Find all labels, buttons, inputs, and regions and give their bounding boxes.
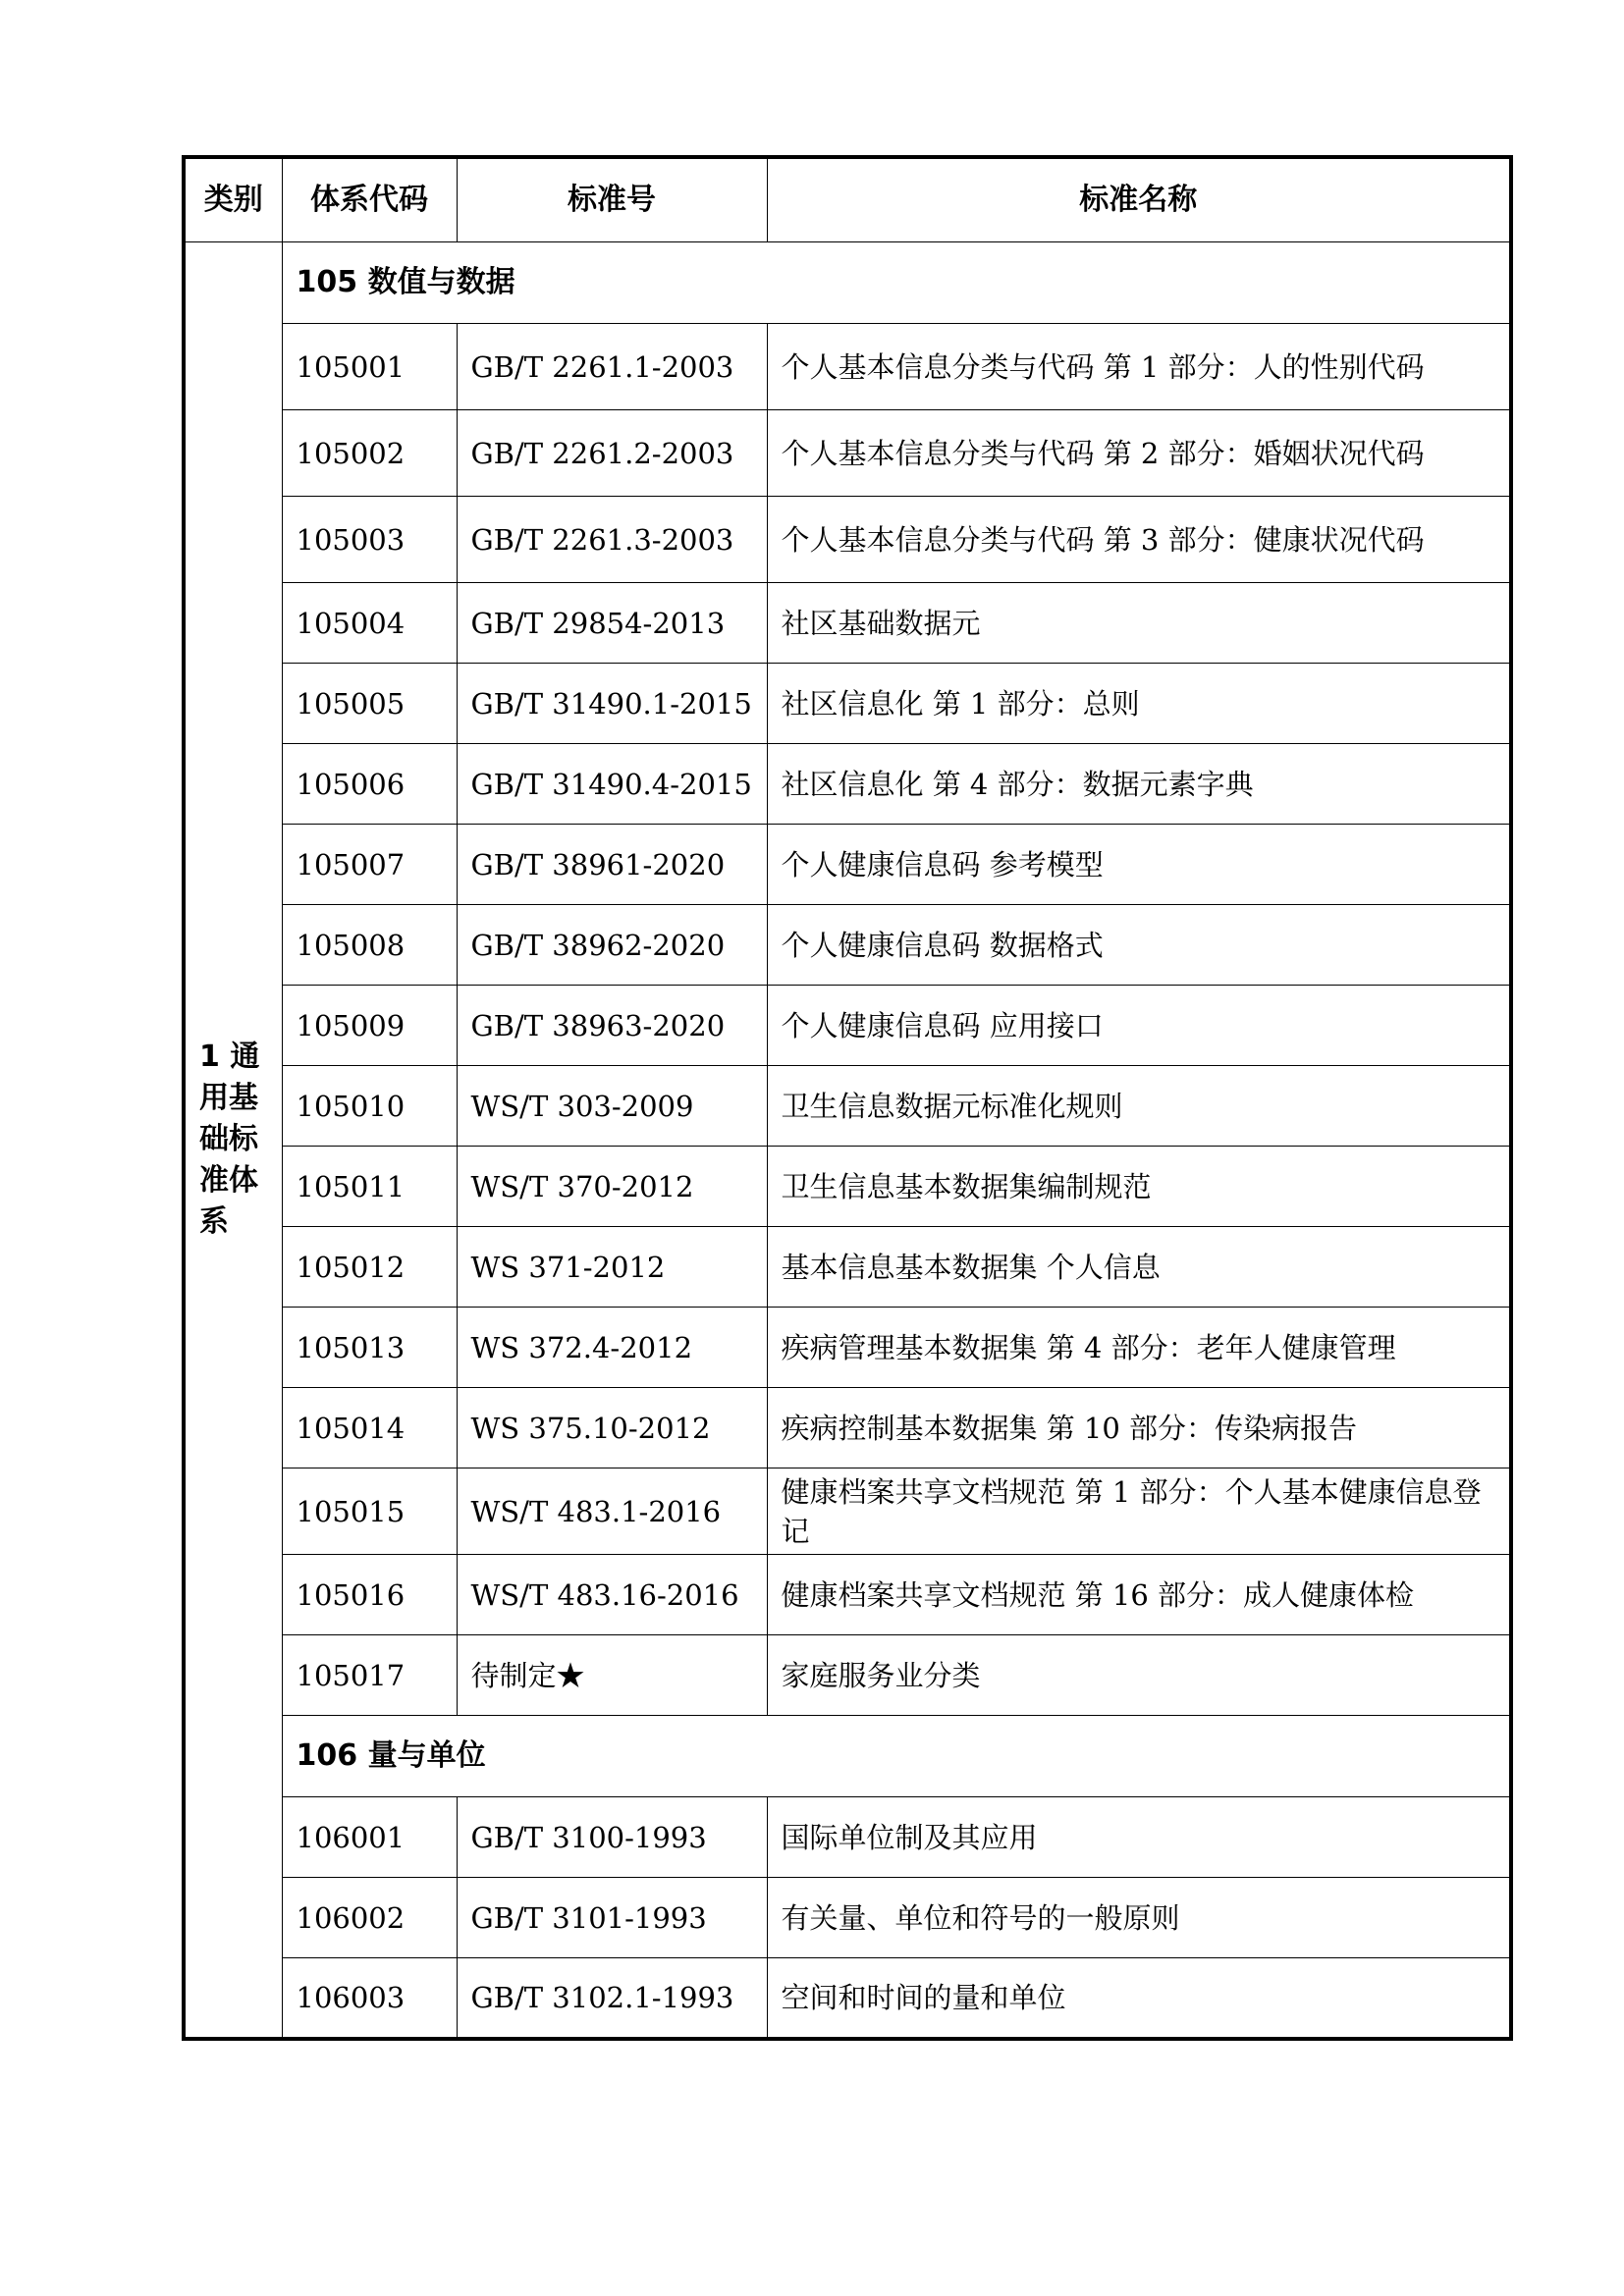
system-code: 105004 [282,583,457,664]
standard-number: GB/T 3100-1993 [457,1797,767,1878]
system-code: 105005 [282,664,457,744]
standard-number: GB/T 2261.2-2003 [457,410,767,497]
table-row [184,324,1511,410]
system-code: 105002 [282,410,457,497]
standard-name: 基本信息基本数据集 个人信息 [767,1227,1511,1308]
standard-number: WS/T 303-2009 [457,1066,767,1147]
system-code: 105017 [282,1635,457,1716]
system-code: 105015 [282,1468,457,1555]
system-code: 106002 [282,1878,457,1958]
standard-name: 健康档案共享文档规范 第 1 部分：个人基本健康信息登记 [767,1468,1511,1555]
standard-name: 个人健康信息码 应用接口 [767,986,1511,1066]
standard-number: GB/T 3101-1993 [457,1878,767,1958]
standards-table [182,155,1513,2041]
system-code: 105010 [282,1066,457,1147]
standard-name: 空间和时间的量和单位 [767,1958,1511,2039]
standard-name: 卫生信息基本数据集编制规范 [767,1147,1511,1227]
standard-name: 个人健康信息码 参考模型 [767,825,1511,905]
header-row [184,157,1511,242]
system-code: 105014 [282,1388,457,1468]
system-code: 105001 [282,324,457,410]
standard-name: 个人健康信息码 数据格式 [767,905,1511,986]
standard-number: WS/T 370-2012 [457,1147,767,1227]
system-code: 105011 [282,1147,457,1227]
table-body [184,242,1511,2039]
system-code: 105008 [282,905,457,986]
standard-number: GB/T 38963-2020 [457,986,767,1066]
system-code: 105003 [282,497,457,583]
standard-number: GB/T 31490.4-2015 [457,744,767,825]
section-title: 106 量与单位 [282,1716,1511,1797]
table-row [184,1468,1511,1555]
section-title: 105 数值与数据 [282,242,1511,324]
standard-name: 社区信息化 第 4 部分：数据元素字典 [767,744,1511,825]
standard-number: GB/T 2261.1-2003 [457,324,767,410]
standard-name: 社区基础数据元 [767,583,1511,664]
table-row [184,1388,1511,1468]
standard-number: GB/T 31490.1-2015 [457,664,767,744]
header-standard-name: 标准名称 [767,157,1511,242]
standard-number: GB/T 2261.3-2003 [457,497,767,583]
standard-name: 疾病管理基本数据集 第 4 部分：老年人健康管理 [767,1308,1511,1388]
standard-number: GB/T 3102.1-1993 [457,1958,767,2039]
standard-name: 个人基本信息分类与代码 第 1 部分：人的性别代码 [767,324,1511,410]
standard-name: 个人基本信息分类与代码 第 3 部分：健康状况代码 [767,497,1511,583]
system-code: 106003 [282,1958,457,2039]
table-row [184,583,1511,664]
standard-name: 社区信息化 第 1 部分：总则 [767,664,1511,744]
table-row [184,1878,1511,1958]
table-row [184,1227,1511,1308]
standard-name: 疾病控制基本数据集 第 10 部分：传染病报告 [767,1388,1511,1468]
system-code: 105013 [282,1308,457,1388]
standard-number: WS/T 483.16-2016 [457,1555,767,1635]
table-row [184,986,1511,1066]
table-row [184,744,1511,825]
standard-name: 卫生信息数据元标准化规则 [767,1066,1511,1147]
table-row [184,1958,1511,2039]
system-code: 105009 [282,986,457,1066]
standard-number: WS 375.10-2012 [457,1388,767,1468]
standard-number: GB/T 29854-2013 [457,583,767,664]
standard-number: GB/T 38961-2020 [457,825,767,905]
table-row [184,1635,1511,1716]
standard-name: 个人基本信息分类与代码 第 2 部分：婚姻状况代码 [767,410,1511,497]
category-cell: 1 通用基础标准体系 [184,242,282,2039]
table-row [184,497,1511,583]
header-system-code: 体系代码 [282,157,457,242]
standard-number: WS 372.4-2012 [457,1308,767,1388]
standard-name: 国际单位制及其应用 [767,1797,1511,1878]
section-row [184,1716,1511,1797]
table-row [184,1147,1511,1227]
standard-name: 健康档案共享文档规范 第 16 部分：成人健康体检 [767,1555,1511,1635]
standard-number: 待制定★ [457,1635,767,1716]
header-category: 类别 [184,157,282,242]
standard-number: WS/T 483.1-2016 [457,1468,767,1555]
standard-number: GB/T 38962-2020 [457,905,767,986]
system-code: 105006 [282,744,457,825]
table-row [184,825,1511,905]
system-code: 106001 [282,1797,457,1878]
table-row [184,1555,1511,1635]
table-row [184,1066,1511,1147]
table-row [184,410,1511,497]
standard-name: 家庭服务业分类 [767,1635,1511,1716]
system-code: 105016 [282,1555,457,1635]
system-code: 105007 [282,825,457,905]
standard-number: WS 371-2012 [457,1227,767,1308]
table-row [184,1797,1511,1878]
section-row [184,242,1511,324]
standard-name: 有关量、单位和符号的一般原则 [767,1878,1511,1958]
table-row [184,905,1511,986]
table-row [184,1308,1511,1388]
table-row [184,664,1511,744]
header-standard-no: 标准号 [457,157,767,242]
system-code: 105012 [282,1227,457,1308]
